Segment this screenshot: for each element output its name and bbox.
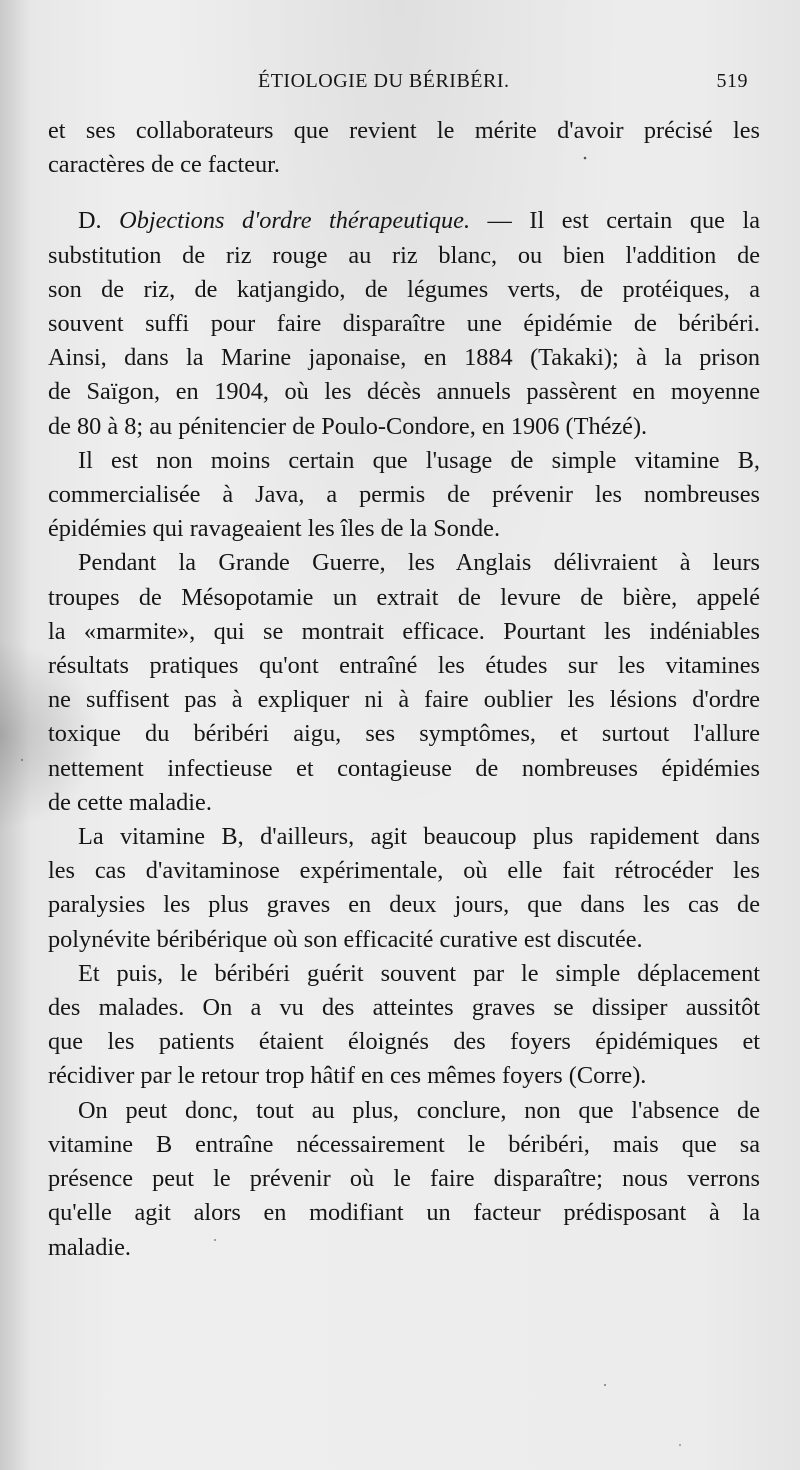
text-line: de cette maladie. <box>48 788 212 816</box>
text-line: résultats pratiques qu'ont entraîné les études sur les vitamines <box>48 652 760 680</box>
text-line: polynévite béribérique où son efficacité curative est discutée. <box>48 925 643 953</box>
section-heading: Objections d'ordre thérapeutique. <box>119 207 471 235</box>
text-line: substitution de riz rouge au riz blanc, ou bien l'addition de <box>48 241 760 269</box>
text-line: la «marmite», qui se montrait efficace. Pourtant les indéniables <box>48 617 760 645</box>
running-title: ÉTIOLOGIE DU BÉRIBÉRI. <box>258 70 510 92</box>
text-line: La vitamine B, d'ailleurs, agit beaucoup plus rapidement dans <box>78 823 760 851</box>
text-line: ne suffisent pas à expliquer ni à faire oublier les lésions d'ordre <box>48 686 760 714</box>
text-line: qu'elle agit alors en modifiant un facteur prédisposant à la <box>48 1199 760 1227</box>
text-line: de 80 à 8; au pénitencier de Poulo-Condore, en 1906 (Thézé). <box>48 412 648 440</box>
section-heading-line <box>48 204 760 238</box>
paragraph <box>48 114 760 182</box>
paragraph <box>48 444 760 547</box>
text-line: Ainsi, dans la Marine japonaise, en 1884 (Takaki); à la prison <box>48 344 760 372</box>
text-line: et ses collaborateurs que revient le mérite d'avoir précisé les <box>48 117 760 144</box>
text-line: caractères de ce facteur. <box>48 151 280 179</box>
text-line: On peut donc, tout au plus, conclure, non que l'absence de <box>78 1096 760 1124</box>
paragraph <box>48 546 760 820</box>
paragraph <box>48 1094 760 1265</box>
text-line: des malades. On a vu des atteintes graves se dissiper aussitôt <box>48 994 760 1022</box>
text-line: troupes de Mésopotamie un extrait de levure de bière, appelé <box>48 583 760 611</box>
text-line: commercialisée à Java, a permis de prévenir les nombreuses <box>48 481 760 509</box>
text-line: vitamine B entraîne nécessairement le béribéri, mais que sa <box>48 1130 760 1158</box>
text-line: nettement infectieuse et contagieuse de nombreuses épidémies <box>48 754 760 782</box>
text-line: son de riz, de katjangido, de légumes verts, de protéiques, a <box>48 275 760 303</box>
text-line: épidémies qui ravageaient les îles de la Sonde. <box>48 515 501 543</box>
paper-speck <box>679 1444 681 1446</box>
text-line: souvent suffi pour faire disparaître une épidémie de béribéri. <box>48 310 760 338</box>
text-line: paralysies les plus graves en deux jours, que dans les cas de <box>48 891 760 919</box>
text-line: de Saïgon, en 1904, où les décès annuels passèrent en moyenne <box>48 378 760 406</box>
text-line: présence peut le prévenir où le faire disparaître; nous verrons <box>48 1165 760 1193</box>
text-line: les cas d'avitaminose expérimentale, où elle fait rétrocéder les <box>48 857 760 885</box>
paper-speck <box>604 1384 606 1386</box>
paragraph <box>48 820 760 957</box>
paper-speck <box>21 759 23 761</box>
body-text <box>48 114 760 1265</box>
text-line: toxique du béribéri aigu, ses symptômes, et surtout l'allure <box>48 720 760 748</box>
text-line: Et puis, le béribéri guérit souvent par le simple déplacement <box>78 959 760 987</box>
section-heading-rest: — Il est certain que la <box>470 207 760 235</box>
paragraph-gap <box>48 182 760 204</box>
text-line: que les patients étaient éloignés des foyers épidémiques et <box>48 1028 760 1056</box>
section-letter: D. <box>78 207 120 235</box>
page-number: 519 <box>716 70 748 92</box>
paragraph <box>48 204 760 443</box>
text-line: maladie. <box>48 1233 131 1261</box>
page-header <box>258 70 748 100</box>
text-line: Il est non moins certain que l'usage de simple vitamine B, <box>78 446 760 474</box>
text-line: récidiver par le retour trop hâtif en ces mêmes foyers (Corre). <box>48 1062 647 1090</box>
paragraph <box>48 957 760 1094</box>
text-line: Pendant la Grande Guerre, les Anglais délivraient à leurs <box>78 549 760 577</box>
